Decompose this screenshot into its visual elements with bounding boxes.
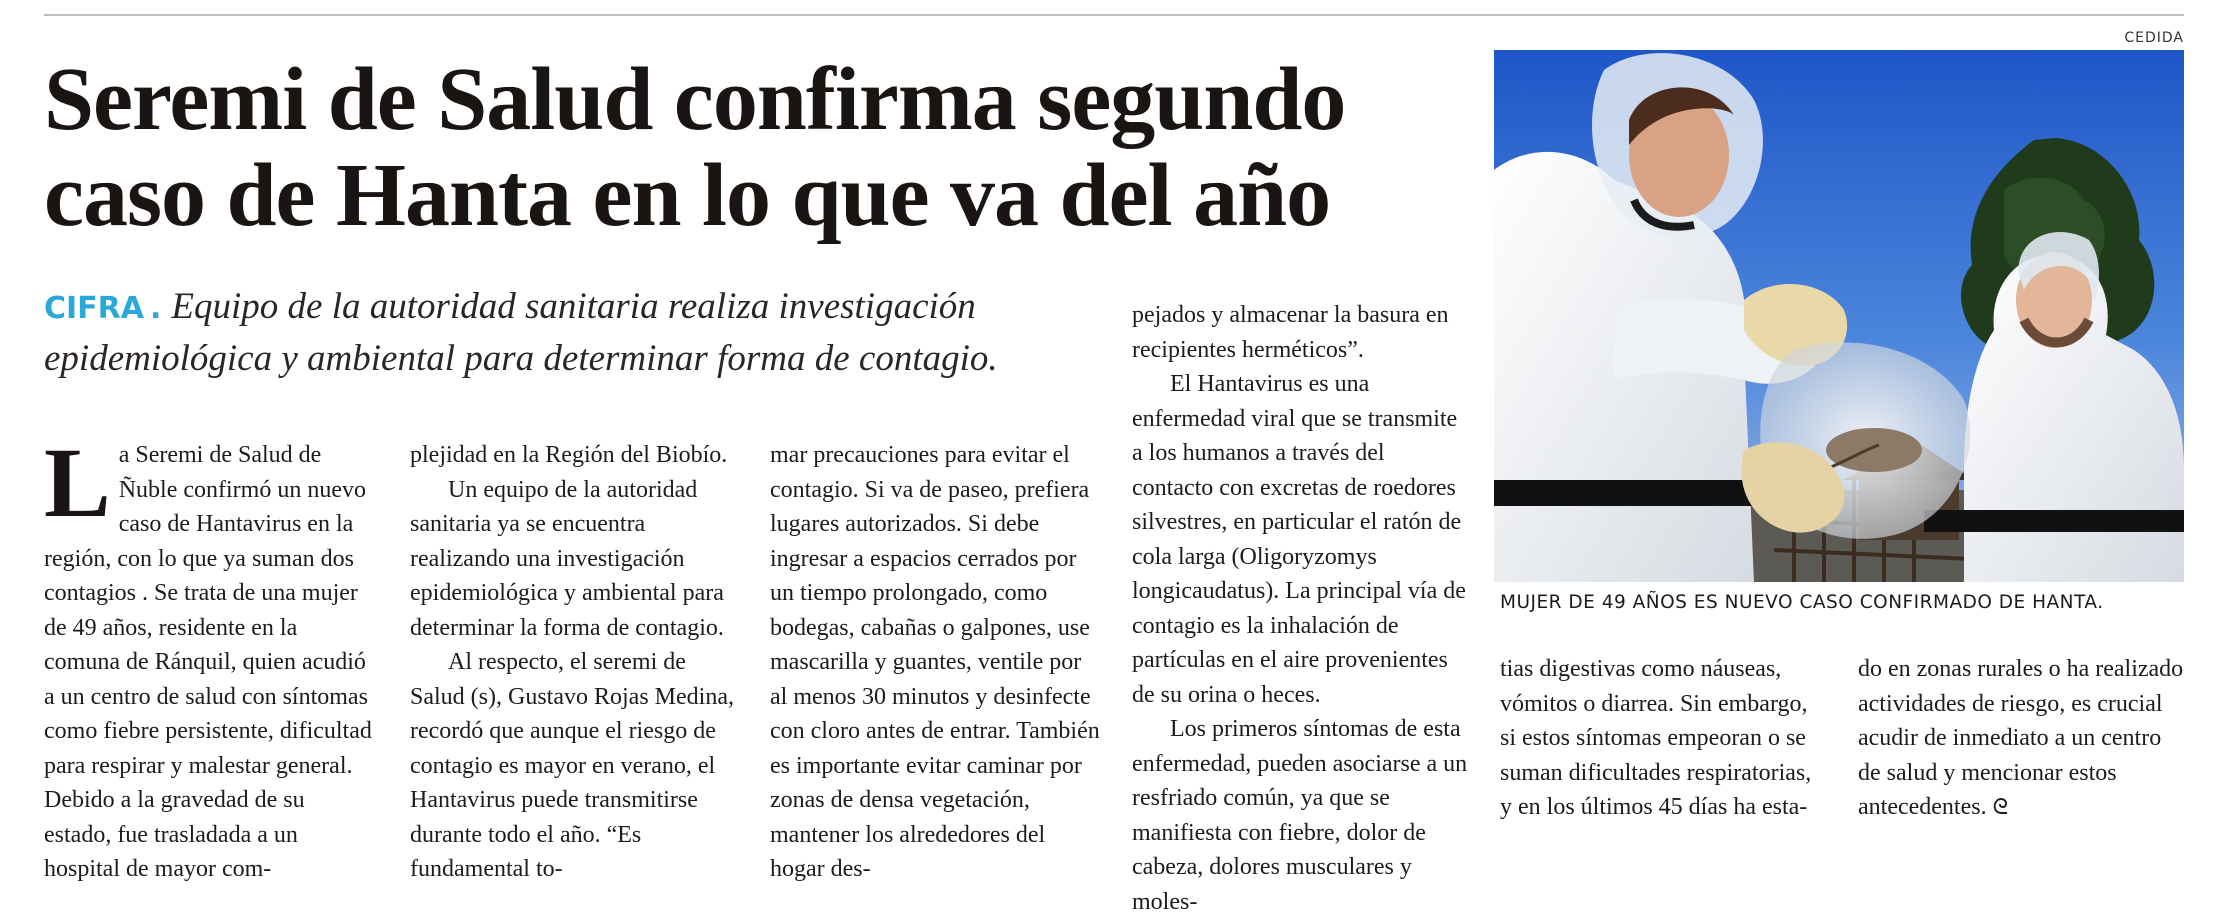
top-rule <box>44 14 2184 16</box>
article-photo <box>1494 50 2184 582</box>
column-6-text <box>1858 652 2184 825</box>
body-column-6 <box>1858 652 2184 825</box>
headline <box>44 52 1484 244</box>
end-mark-icon: ᘓ <box>1992 794 2009 819</box>
headline-line-1: Seremi de Salud confirma segundo <box>44 50 1346 149</box>
column-1-text: a Seremi de Salud de Ñuble confirmó un nuevo caso de Hantavirus en la región, con lo que ya suman dos contagios . Se trata de una mujer de 49 años, residente en la comuna de Ránquil, quien acudió a un centro de salud con síntomas como fiebre persistente, dificultad para respirar y malestar general. Debido a la gravedad de su estado, fue trasladada a un hospital de mayor com- <box>44 442 372 882</box>
kicker-label: CIFRA <box>44 291 144 326</box>
kicker-dot: . <box>150 291 162 326</box>
body-column-4 <box>1132 298 1468 919</box>
body-column-5 <box>1500 652 1820 825</box>
column-2-paragraph-1: plejidad en la Región del Biobío. <box>410 442 728 468</box>
column-3-text: mar precauciones para evitar el contagio. Si va de paseo, prefiera lugares autorizados. Si debe ingresar a espacios cerrados por un tiempo prolongado, como bodegas, cabañas o galpones, use mascarilla y guantes, ventile por al menos 30 minutos y desinfecte con cloro antes de entrar. También es importante evitar caminar por zonas de densa vegetación, mantener los alrededores del hogar des- <box>770 442 1100 882</box>
photo-credit: CEDIDA <box>2124 30 2184 46</box>
kicker-text: Equipo de la autoridad sanitaria realiza investigación epidemiológica y ambiental para determinar forma de contagio. <box>44 286 998 379</box>
column-4-paragraph-1: pejados y almacenar la basura en recipientes herméticos”. <box>1132 302 1449 363</box>
column-6-body: do en zonas rurales o ha realizado actividades de riesgo, es crucial acudir de inmediato a un centro de salud y mencionar estos antecedentes. <box>1858 656 2184 820</box>
column-4-paragraph-3: Los primeros síntomas de esta enfermedad, pueden asociarse a un resfriado común, ya que se manifiesta con fiebre, dolor de cabeza, dolores musculares y moles- <box>1132 716 1468 915</box>
headline-line-2: caso de Hanta en lo que va del año <box>44 146 1331 245</box>
kicker <box>44 282 1124 384</box>
column-2-paragraph-3: Al respecto, el seremi de Salud (s), Gustavo Rojas Medina, recordó que aunque el riesgo de contagio es mayor en verano, el Hantavirus puede transmitirse durante todo el año. “Es fundamental to- <box>410 649 734 882</box>
column-5-text: tias digestivas como náuseas, vómitos o diarrea. Sin embargo, si estos síntomas empeoran o se suman dificultades respiratorias, y en los últimos 45 días ha esta- <box>1500 656 1812 820</box>
column-2-paragraph-2: Un equipo de la autoridad sanitaria ya se encuentra realizando una investigación epidemiológica y ambiental para determinar la forma de contagio. <box>410 476 724 641</box>
body-column-1 <box>44 427 374 887</box>
dropcap: L <box>44 427 111 538</box>
body-column-2 <box>410 438 740 887</box>
column-4-paragraph-2: El Hantavirus es una enfermedad viral que se transmite a los humanos a través del contacto con excretas de roedores silvestres, en particular el ratón de cola larga (Oligoryzomys longicaudatus). La principal vía de contagio es la inhalación de partículas en el aire provenientes de su orina o heces. <box>1132 371 1466 708</box>
body-column-3 <box>770 438 1102 887</box>
photo-caption: MUJER DE 49 AÑOS ES NUEVO CASO CONFIRMADO DE HANTA. <box>1500 592 2104 613</box>
